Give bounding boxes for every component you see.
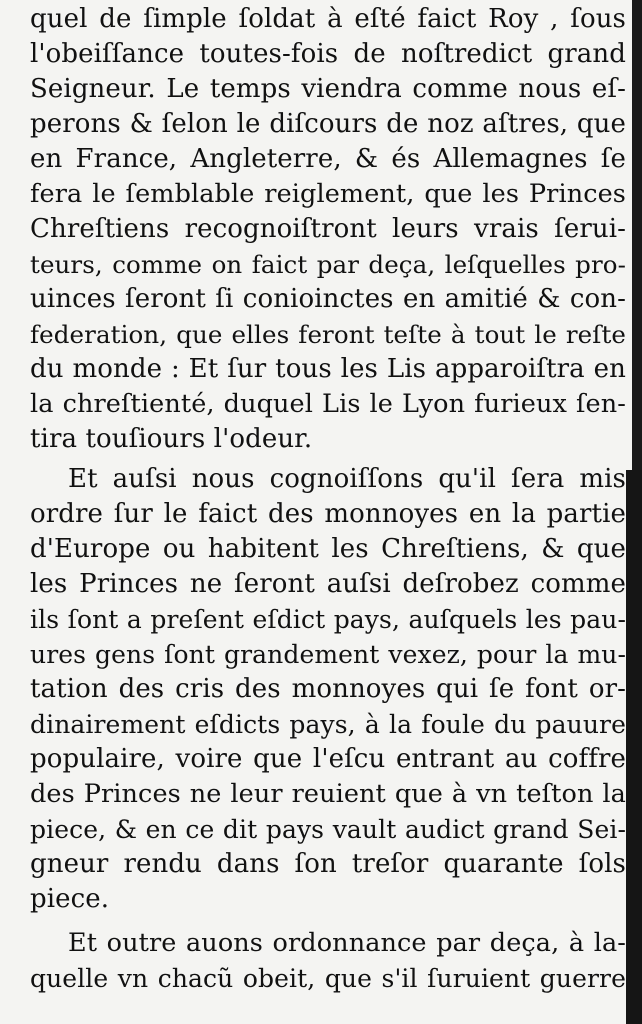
text-line: en France, Angleterre, & és Allemagnes ſe <box>30 144 626 174</box>
text-line: ures gens ſont grandement vexez, pour la mu- <box>30 640 626 669</box>
text-line: teurs, comme on faict par deça, leſquelles pro- <box>30 250 626 279</box>
text-line: tation des cris des monnoyes qui ſe font or- <box>30 674 626 704</box>
paragraph-1 <box>30 2 626 457</box>
text-line: quelle vn chacũ obeit, que s'il ſuruient guerre <box>30 964 626 993</box>
text-line: tira touſiours l'odeur. <box>30 424 313 454</box>
text-line: populaire, voire que l'eſcu entrant au coffre <box>30 744 626 774</box>
text-line: des Princes ne leur reuient que à vn teſton la <box>30 779 626 809</box>
text-line: piece. <box>30 884 110 914</box>
text-line: uinces ſeront ſi conioinctes en amitié & con- <box>30 284 626 314</box>
text-line: gneur rendu dans ſon treſor quarante ſols <box>30 849 626 879</box>
text-line: la chreſtienté, duquel Lis le Lyon furieux ſen- <box>30 389 626 419</box>
text-line: quel de ſimple ſoldat à eſté faict Roy , ſous <box>30 4 626 34</box>
text-line: dinairement eſdicts pays, à la foule du pauure <box>30 710 626 739</box>
paragraph-3 <box>30 926 626 996</box>
text-line: perons & ſelon le diſcours de noz aſtres, que <box>30 109 626 139</box>
text-line: piece, & en ce dit pays vault audict grand Sei- <box>30 815 626 844</box>
page-edge-shadow-lower <box>626 470 642 1024</box>
text-line: fera le ſemblable reiglement, que les Princes <box>30 179 626 209</box>
text-line: d'Europe ou habitent les Chreſtiens, & que <box>30 534 626 564</box>
text-line: Et auſsi nous cognoiſſons qu'il ſera mis <box>68 464 626 494</box>
text-line: Et outre auons ordonnance par deça, à la- <box>68 928 626 958</box>
text-line: ordre ſur le faict des monnoyes en la partie <box>30 499 626 529</box>
text-line: Chreſtiens recognoiſtront leurs vrais ſerui- <box>30 214 626 244</box>
text-line: Seigneur. Le temps viendra comme nous eſ- <box>30 74 626 104</box>
text-line: les Princes ne ſeront auſsi deſrobez comme <box>30 569 626 599</box>
paragraph-2 <box>30 462 626 917</box>
text-line: federation, que elles feront teſte à tout le reſte <box>30 320 626 349</box>
text-line: l'obeiſſance toutes-fois de noſtredict grand <box>30 39 626 69</box>
text-line: du monde : Et ſur tous les Lis apparoiſtra en <box>30 354 626 384</box>
text-line: ils ſont a preſent eſdict pays, auſquels les pau- <box>30 605 626 634</box>
